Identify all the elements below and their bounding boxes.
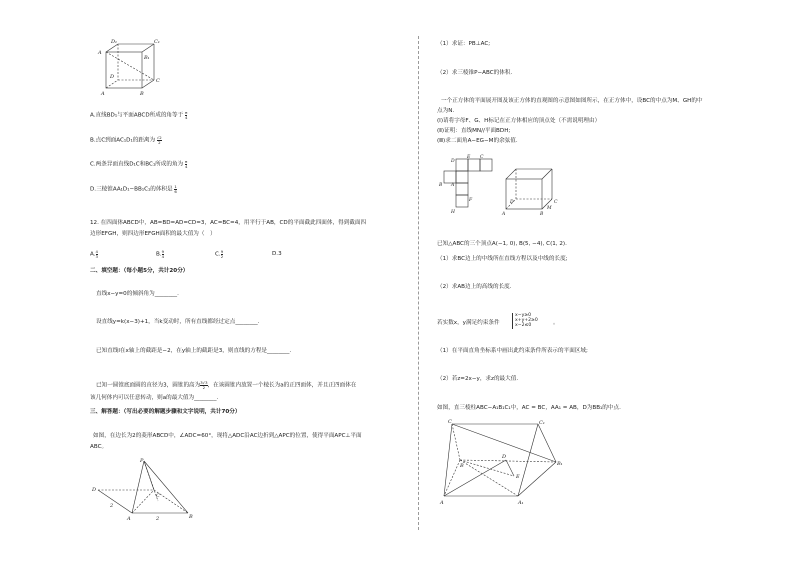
fill-question-3: 已知直线l在x轴上的截距是−2，在y轴上的截距是3，则直线的方程是________. (96, 348, 292, 354)
fill-question-1: 直线x−y=0的倾斜角为________. (96, 291, 179, 297)
prism-label: A (440, 500, 444, 506)
solution-1-line1: 如图，在边长为2的菱形ABCD中，∠ADC=60°，现将△ADC沿AC边折到△APC的位置，使得平面APC⊥平面 (93, 433, 362, 439)
prism-figure (438, 418, 568, 508)
cube-label: D₁ (111, 39, 118, 45)
prism-label: C₁ (539, 420, 545, 426)
part-1: （1）求证：PB⊥AC; (437, 41, 491, 47)
net-label: D (451, 159, 455, 164)
fill-question-2: 设直线y=k(x−3)+1，当k变动时，所有直线都经过定点________. (96, 319, 260, 325)
prism-label: A₁ (518, 500, 524, 506)
cube-question-ii: (Ⅱ)证明：直线MN//平面BDH; (437, 128, 511, 134)
fold-label: D (92, 487, 97, 493)
q12-option-a: A. $\frac{4}{3}$ (90, 249, 98, 259)
question-12-line1: 12. 在四面体ABCD中，AB=BD=AD=CD=3，AC=BC=4，用平行于AB，CD的平面截此四面体，得到截面四 (90, 220, 367, 226)
fold-label: 2 (110, 503, 114, 509)
cube-question-line1: 一个正方体的平面展开图及该正方体的直观图的示意图如图所示，在正方体中，设BC的中点为M、GH的中 (441, 98, 703, 104)
fraction: $\frac{\pi}{4}$ (184, 159, 188, 169)
prism-label: B₁ (557, 461, 563, 467)
cube-label: D (110, 74, 115, 80)
fold-label: C (156, 493, 160, 499)
cube2-label: D (510, 200, 514, 205)
cube2-label: C (554, 200, 558, 205)
fold-label: A (127, 516, 131, 522)
cube-label: C (156, 78, 160, 84)
cube-label: C₁ (154, 39, 160, 45)
q12-option-d: D.3 (272, 251, 282, 257)
net-label: H (451, 210, 455, 215)
lp-intro-end: 。 (553, 320, 559, 326)
prism-question: 如图，直三棱柱ABC−A₁B₁C₁中，AC = BC，AA₁ = AB，D为BB₁的中点. (437, 405, 621, 411)
cube2-label: M (547, 206, 552, 211)
option-a: A.直线BD₁与平面ABCD所成的角等于 $\frac{\pi}{4}$ (90, 110, 188, 120)
lp-part-1: （1）在平面直角坐标系中画出此约束条件所表示的平面区域; (437, 348, 588, 354)
triangle-part-1: （1）求BC边上的中线所在直线方程以及中线的长度; (437, 256, 568, 262)
fraction: $\frac{1}{6}$ (174, 184, 177, 194)
cube-question-line2: 点为N. (437, 108, 455, 114)
prism-label: E (516, 474, 520, 480)
net-label: C (480, 155, 484, 160)
cube-figure (92, 38, 172, 98)
fraction: $\frac{\pi}{4}$ (185, 110, 188, 120)
column-separator (418, 36, 419, 530)
option-d: D.三棱锥AA₁D₁−BB₁C₁的体积是 $\frac{1}{6}$ (90, 184, 177, 194)
lp-intro: 若实数x，y满足约束条件 (437, 320, 500, 326)
cube-label: A (101, 91, 105, 97)
question-12-line2: 边形EFGH，则四边形EFGH面积的最大值为（ ） (90, 231, 216, 237)
net-label: A (451, 183, 455, 188)
cube-label: B₁ (144, 55, 150, 61)
prism-label: D (502, 454, 507, 460)
cube-figure-2 (500, 163, 565, 218)
cube-net-figure (438, 155, 498, 220)
solution-1-line2: ABC。 (90, 444, 108, 450)
cube2-label: A (502, 212, 506, 217)
prism-label: C (448, 419, 452, 425)
fold-label: 2 (156, 516, 160, 522)
net-label: B (439, 183, 443, 188)
fraction: $\frac{√2}{2}$ (156, 135, 162, 145)
fold-label: P (140, 458, 144, 464)
triangle-intro: 已知△ABC的三个顶点A(−1, 0), B(5, −4), C(1, 2). (437, 241, 567, 247)
triangle-part-2: （2）求AB边上的高线的长度. (437, 284, 512, 290)
cube-label: A (98, 50, 102, 56)
cube-question-iii: (Ⅲ)求二面角A−EG−M的余弦值. (437, 138, 518, 144)
fill-question-4-line1: 已知一圆锥底面圆的直径为3，圆锥的高为 $\frac{3√3}{2}$ ，在该圆锥内放置一个棱长为a的正四面体，并且正四面体在 (96, 380, 357, 390)
part-2: （2）求三棱锥P−ABC的体积. (437, 70, 513, 76)
prism-label: B (460, 463, 464, 469)
cube-label: B (140, 91, 144, 97)
fill-question-4-line2: 该几何体内可以任意转动，则a的最大值为________. (90, 395, 219, 401)
constraint-system: x−y≥0 x+y+2≥0 x−2≤0 (512, 313, 538, 329)
option-b: B.点C到面AC₁D₁的距离为 $\frac{√2}{2}$ (90, 135, 162, 145)
section-3-heading: 三、解答题：（写出必要的解题步骤和文字说明，共计70分） (90, 409, 241, 415)
fold-figure (92, 457, 202, 522)
lp-part-2: （2）若z=2x−y，求z的最大值. (437, 376, 519, 382)
option-c: C.两条异面直线D₁C和BC₁所成的角为 $\frac{\pi}{4}$ (90, 159, 188, 169)
q12-option-c: C. $\frac{9}{2}$ (215, 249, 224, 259)
net-label: E (467, 155, 471, 160)
q12-option-b: B. $\frac{9}{4}$ (156, 249, 165, 259)
section-2-heading: 二、填空题：（每小题5分，共计20分） (90, 268, 189, 274)
cube2-label: B (540, 212, 544, 217)
cube-question-i: (Ⅰ)请将字母F、G、H标记在正方体相应的顶点处（不需说明理由） (437, 118, 601, 124)
net-label: F (469, 198, 473, 203)
fold-label: B (189, 514, 193, 520)
